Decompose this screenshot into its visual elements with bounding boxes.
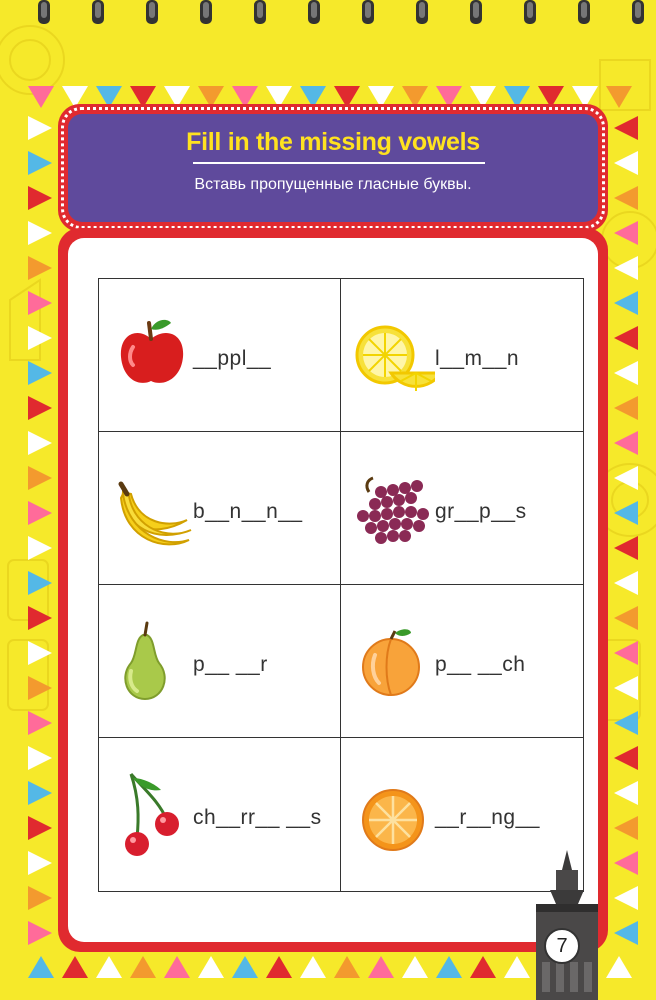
bunting-flag	[614, 151, 638, 175]
exercise-cell	[341, 432, 583, 585]
exercise-grid	[98, 278, 584, 892]
bunting-flag	[266, 956, 292, 978]
bunting-flag	[614, 291, 638, 315]
bunting-flag	[28, 291, 52, 315]
word-blank: b__n__n__	[193, 500, 303, 523]
bunting-flag	[28, 571, 52, 595]
spiral-coil-highlight	[203, 2, 209, 18]
bunting-flag	[606, 86, 632, 108]
word-blank: gr__p__s	[435, 500, 527, 523]
bunting-flag	[28, 921, 52, 945]
lemon-icon	[351, 309, 435, 401]
bunting-flag	[28, 711, 52, 735]
header-panel	[58, 104, 608, 232]
apple-icon	[109, 309, 193, 401]
bunting-flag	[28, 886, 52, 910]
bunting-flag	[28, 431, 52, 455]
spiral-coil-highlight	[311, 2, 317, 18]
spiral-coil-highlight	[419, 2, 425, 18]
bunting-flag	[28, 151, 52, 175]
bunting-flag	[28, 536, 52, 560]
bunting-flag	[28, 851, 52, 875]
bunting-left	[26, 112, 56, 952]
bunting-flag	[28, 186, 52, 210]
spiral-coil-highlight	[473, 2, 479, 18]
word-blank: p__ __ch	[435, 653, 526, 676]
spiral-coil-highlight	[527, 2, 533, 18]
bunting-flag	[28, 676, 52, 700]
bunting-flag	[614, 641, 638, 665]
cherries-icon	[109, 768, 193, 860]
bunting-flag	[614, 921, 638, 945]
bunting-flag	[614, 186, 638, 210]
bunting-flag	[614, 396, 638, 420]
bunting-flag	[164, 956, 190, 978]
bunting-flag	[614, 676, 638, 700]
peach-icon	[351, 615, 435, 707]
bunting-flag	[28, 396, 52, 420]
bunting-flag	[130, 956, 156, 978]
bunting-flag	[614, 466, 638, 490]
spiral-binding	[0, 0, 656, 32]
bunting-flag	[614, 746, 638, 770]
title-underline	[193, 162, 485, 164]
bunting-flag	[28, 641, 52, 665]
spiral-coil-highlight	[365, 2, 371, 18]
bunting-flag	[28, 606, 52, 630]
bunting-flag	[232, 956, 258, 978]
exercise-panel	[58, 228, 608, 952]
bunting-flag	[198, 956, 224, 978]
bunting-flag	[28, 116, 52, 140]
exercise-cell	[99, 738, 341, 891]
exercise-cell	[341, 279, 583, 432]
grapes-icon	[351, 462, 435, 554]
bunting-flag	[436, 956, 462, 978]
word-blank: __ppl__	[193, 347, 272, 370]
exercise-cell	[99, 279, 341, 432]
bunting-flag	[28, 956, 54, 978]
spiral-coil-highlight	[95, 2, 101, 18]
bunting-flag	[28, 221, 52, 245]
page-number: 7	[544, 928, 580, 964]
bunting-flag	[62, 956, 88, 978]
bunting-flag	[614, 431, 638, 455]
orange-icon	[351, 768, 435, 860]
bunting-flag	[28, 361, 52, 385]
bunting-flag	[614, 536, 638, 560]
bunting-flag	[28, 256, 52, 280]
bunting-right	[610, 112, 640, 952]
bunting-flag	[28, 781, 52, 805]
bunting-flag	[28, 816, 52, 840]
bunting-flag	[614, 606, 638, 630]
exercise-cell	[99, 432, 341, 585]
exercise-cell	[341, 585, 583, 738]
page-subtitle: Вставь пропущенные гласные буквы.	[194, 176, 472, 193]
bunting-flag	[614, 711, 638, 735]
word-blank: p__ __r	[193, 653, 268, 676]
bunting-flag	[614, 571, 638, 595]
clock-tower-icon	[526, 850, 608, 1000]
bunting-flag	[300, 956, 326, 978]
bunting-flag	[614, 221, 638, 245]
bunting-flag	[614, 326, 638, 350]
pear-icon	[109, 615, 193, 707]
spiral-coil-highlight	[581, 2, 587, 18]
bunting-flag	[28, 746, 52, 770]
bunting-flag	[614, 361, 638, 385]
word-blank: __r__ng__	[435, 806, 540, 829]
bunting-flag	[614, 256, 638, 280]
bunting-flag	[28, 86, 54, 108]
bunting-flag	[368, 956, 394, 978]
bunting-flag	[614, 781, 638, 805]
bunting-flag	[334, 956, 360, 978]
bunting-flag	[614, 886, 638, 910]
exercise-inner	[68, 238, 598, 942]
bunting-flag	[28, 501, 52, 525]
word-blank: ch__rr__ __s	[193, 806, 322, 829]
bunting-flag	[614, 851, 638, 875]
spiral-coil-highlight	[635, 2, 641, 18]
spiral-coil-highlight	[41, 2, 47, 18]
bunting-flag	[614, 816, 638, 840]
word-blank: l__m__n	[435, 347, 520, 370]
spiral-coil-highlight	[257, 2, 263, 18]
bunting-flag	[28, 466, 52, 490]
spiral-coil-highlight	[149, 2, 155, 18]
page-title: Fill in the missing vowels	[186, 128, 480, 156]
bunting-flag	[28, 326, 52, 350]
banana-icon	[109, 462, 193, 554]
bunting-flag	[96, 956, 122, 978]
bunting-flag	[402, 956, 428, 978]
bunting-flag	[614, 501, 638, 525]
bunting-flag	[614, 116, 638, 140]
bunting-flag	[470, 956, 496, 978]
header-inner	[68, 114, 598, 222]
exercise-cell	[99, 585, 341, 738]
bunting-flag	[606, 956, 632, 978]
